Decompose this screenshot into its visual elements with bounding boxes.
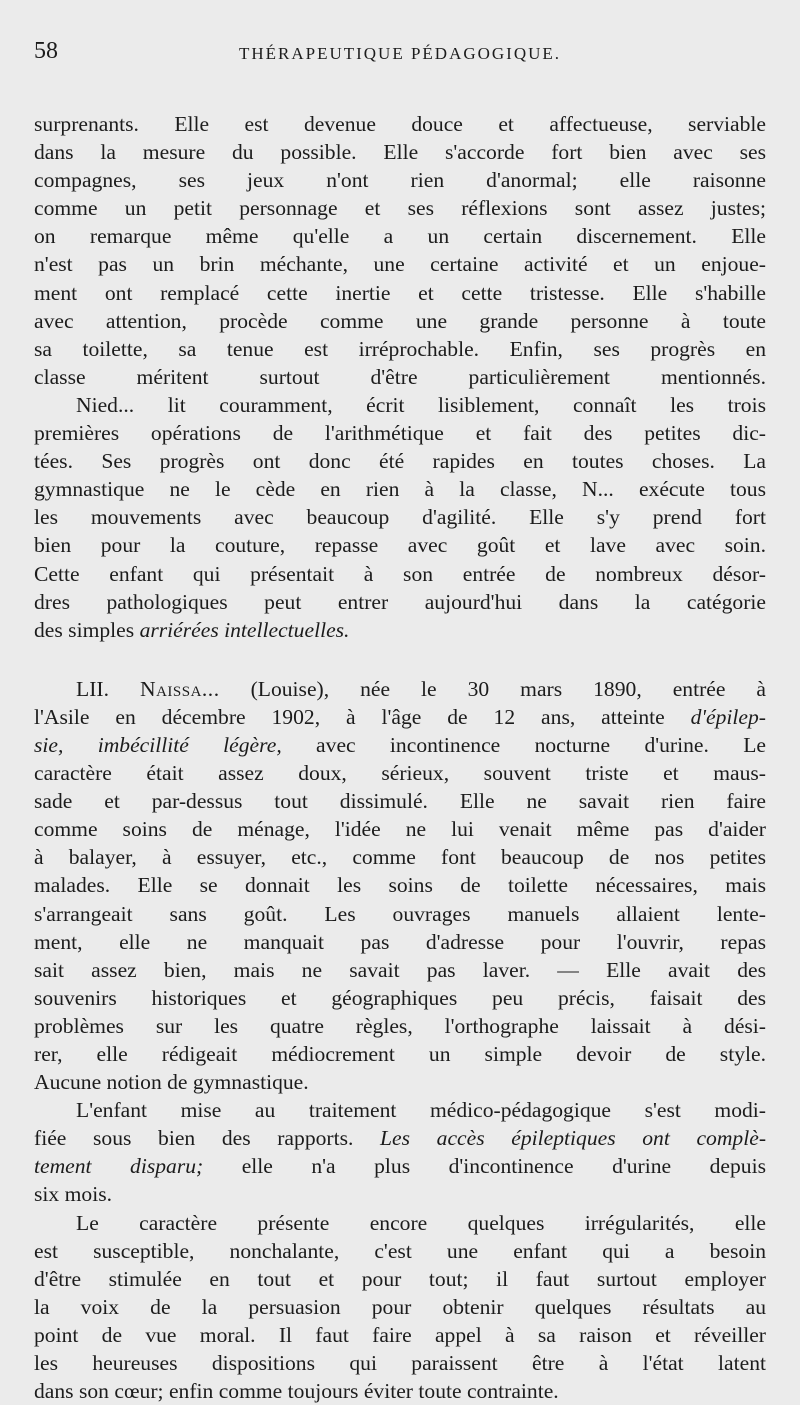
text-line: surprenants. Elle est devenue douce et affectueuse, serviable (34, 112, 766, 136)
paragraph-1 (34, 110, 766, 391)
text-line: avec attention, procède comme une grande personne à toute (34, 308, 766, 333)
text-fragment: elle n'a plus d'incontinence d'urine depuis (203, 1154, 766, 1179)
text-line (34, 1152, 766, 1180)
text-fragment: (Louise), née le 30 mars 1890, entrée à (219, 676, 766, 701)
text-line: comme soins de ménage, l'idée ne lui venait même pas d'aider (34, 817, 766, 842)
text-fragment: avec incontinence nocturne d'urine. Le (281, 732, 767, 757)
text-line: dans son cœur; enfin comme toujours éviter toute contrainte. (34, 1379, 559, 1404)
text-fragment: fiée sous bien des rapports. (34, 1126, 381, 1151)
text-line: premières opérations de l'arithmétique et fait des petites dic- (34, 421, 766, 446)
text-line: ment, elle ne manquait pas d'adresse pour l'ouvrir, repas (34, 929, 766, 954)
italic-phrase: sie, imbécillité légère, (34, 732, 282, 757)
paragraph-5 (34, 1209, 766, 1405)
text-line: six mois. (34, 1182, 112, 1207)
text-line: caractère était assez doux, sérieux, souvent triste et maus- (34, 761, 766, 786)
text-fragment: l'Asile en décembre 1902, à l'âge de 12 ans, atteinte (34, 704, 691, 729)
paragraph-2 (34, 391, 766, 644)
text-line: bien pour la couture, repasse avec goût et lave avec soin. (34, 533, 766, 558)
case-name: Naissa... (139, 676, 220, 701)
text-line: Le caractère présente encore quelques irrégularités, elle (76, 1210, 766, 1235)
paragraph-spacer (34, 644, 766, 675)
text-line: on remarque même qu'elle a un certain discernement. Elle (34, 224, 766, 249)
text-line: souvenirs historiques et géographiques peu précis, faisait des (34, 985, 766, 1010)
italic-phrase: d'épilep- (690, 704, 766, 729)
paragraph-4 (34, 1096, 766, 1208)
text-line: Cette enfant qui présentait à son entrée de nombreux désor- (34, 561, 766, 586)
text-line (34, 1124, 766, 1152)
text-line: sait assez bien, mais ne savait pas laver. — Elle avait des (34, 957, 766, 982)
text-line: s'arrangeait sans goût. Les ouvrages manuels allaient lente- (34, 901, 766, 926)
text-line: les mouvements avec beaucoup d'agilité. Elle s'y prend fort (34, 505, 766, 530)
text-line: d'être stimulée en tout et pour tout; il faut surtout employer (34, 1266, 766, 1291)
page-body (34, 110, 766, 1405)
page-header (34, 34, 766, 70)
italic-phrase: Les accès épileptiques ont complè- (380, 1126, 767, 1151)
text-line: gymnastique ne le cède en rien à la classe, N... exécute tous (34, 477, 766, 502)
text-line: compagnes, ses jeux n'ont rien d'anormal; elle raisonne (34, 168, 766, 193)
text-line: sa toilette, sa tenue est irréprochable. Enfin, ses progrès en (34, 336, 766, 361)
italic-phrase: tement disparu; (34, 1154, 204, 1179)
text-line (34, 703, 766, 731)
text-line: classe méritent surtout d'être particulièrement mentionnés. (34, 364, 766, 389)
text-line: la voix de la persuasion pour obtenir quelques résultats au (34, 1294, 766, 1319)
text-line: problèmes sur les quatre règles, l'orthographe laissait à dési- (34, 1013, 766, 1038)
text-line: Nied... lit couramment, écrit lisiblement, connaît les trois (76, 392, 766, 417)
text-line: malades. Elle se donnait les soins de toilette nécessaires, mais (34, 873, 766, 898)
running-title: THÉRAPEUTIQUE PÉDAGOGIQUE. (238, 44, 562, 63)
text-line: Aucune notion de gymnastique. (34, 1070, 309, 1095)
text-line: à balayer, à essuyer, etc., comme font beaucoup de nos petites (34, 845, 766, 870)
text-line: dres pathologiques peut entrer aujourd'hui dans la catégorie (34, 589, 766, 614)
text-line: point de vue moral. Il faut faire appel à sa raison et réveiller (34, 1322, 766, 1347)
case-entry-lii (34, 675, 766, 1096)
text-line: dans la mesure du possible. Elle s'accorde fort bien avec ses (34, 140, 766, 165)
text-line (34, 731, 766, 759)
text-line: est susceptible, nonchalante, c'est une enfant qui a besoin (34, 1238, 766, 1263)
case-number: LII. (76, 676, 109, 701)
text-line: les heureuses dispositions qui paraissent être à l'état latent (34, 1351, 766, 1376)
text-line: rer, elle rédigeait médiocrement un simple devoir de style. (34, 1042, 766, 1066)
text-line: ment ont remplacé cette inertie et cette tristesse. Elle s'habille (34, 280, 766, 305)
italic-phrase: arriérées intellectuelles. (139, 617, 350, 642)
text-line: comme un petit personnage et ses réflexions sont assez justes; (34, 196, 766, 221)
text-line: n'est pas un brin méchante, une certaine activité et un enjoue- (34, 252, 766, 277)
text-line: sade et par-dessus tout dissimulé. Elle ne savait rien faire (34, 789, 766, 814)
text-line (34, 616, 766, 644)
text-line: tées. Ses progrès ont donc été rapides en toutes choses. La (34, 449, 766, 474)
text-line (34, 675, 766, 703)
text-line: L'enfant mise au traitement médico-pédagogique s'est modi- (76, 1098, 766, 1123)
text-fragment: des simples (34, 617, 140, 642)
page-number: 58 (34, 38, 58, 64)
